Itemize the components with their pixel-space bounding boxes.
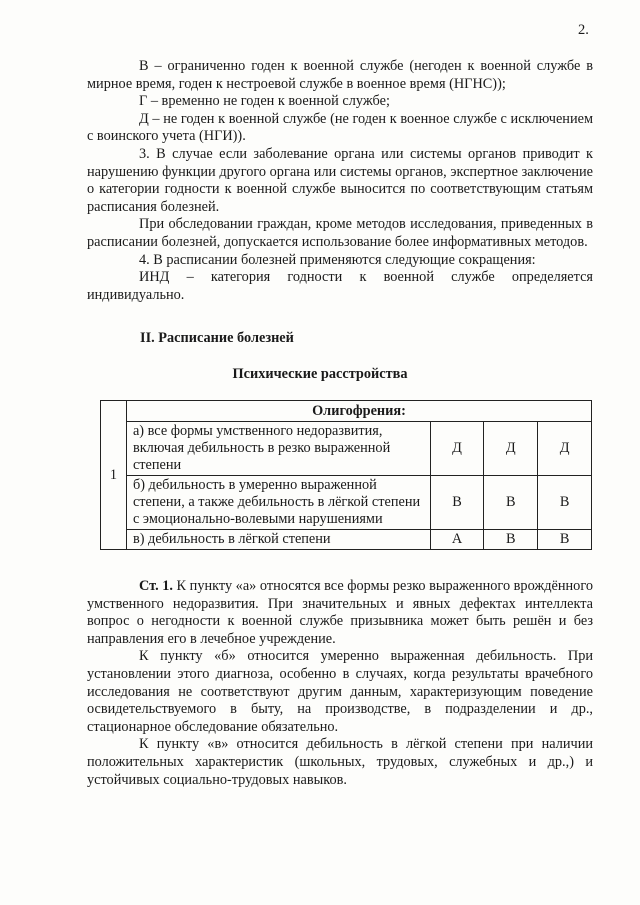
paragraph-text: К пункту «а» относятся все формы резко выраженного врождённого умственного недоразвития. При значительных и явных дефектах интеллекта вопрос о негодности к военной службе призывника может быть решён и без направления его в лечебное учреждение.	[87, 578, 593, 647]
table-title: Психические расстройства	[232, 366, 408, 382]
disease-schedule-table	[100, 400, 592, 550]
paragraph: ИНД – категория годности к военной службе определяется индивидуально.	[87, 269, 593, 303]
category-cell: В	[484, 530, 538, 550]
category-cell: В	[430, 476, 484, 530]
paragraph: К пункту «б» относится умеренно выраженная дебильность. При установлении этого диагноза, особенно в случаях, когда результаты врачебного исследования не соответствуют другим данным, характеризующим поведение освидетельствуемого в быту, на производстве, в подразделении и др., стационарное обследование обязательно.	[87, 648, 593, 735]
upper-text-block	[87, 58, 593, 304]
paragraph: К пункту «в» относится дебильность в лёгкой степени при наличии положительных характеристик (школьных, трудовых, служебных и др.,) и устойчивых социально-трудовых навыков.	[87, 736, 593, 788]
category-cell: В	[484, 476, 538, 530]
category-cell: Д	[484, 422, 538, 476]
paragraph	[87, 578, 593, 648]
description-cell: а) все формы умственного недоразвития, включая дебильность в резко выраженной степени	[126, 422, 430, 476]
table-row	[101, 422, 592, 476]
paragraph: 3. В случае если заболевание органа или системы органов приводит к нарушению функции другого органа или системы органов, экспертное заключение о категории годности к военной службе выносится по соответствующим статьям расписания болезней.	[87, 145, 593, 215]
paragraph: 4. В расписании болезней применяются следующие сокращения:	[139, 251, 536, 268]
lower-text-block	[87, 578, 593, 789]
table-row	[101, 530, 592, 550]
paragraph: Г – временно не годен к военной службе;	[139, 93, 390, 110]
description-cell: в) дебильность в лёгкой степени	[126, 530, 430, 550]
paragraph: При обследовании граждан, кроме методов исследования, приведенных в расписании болезней, допускается использование более информативных методов.	[87, 216, 593, 250]
category-cell: Д	[430, 422, 484, 476]
category-cell: Д	[538, 422, 592, 476]
category-cell: А	[430, 530, 484, 550]
page-number: 2.	[578, 22, 589, 38]
table-row	[101, 401, 592, 422]
table-row	[101, 476, 592, 530]
description-cell: б) дебильность в умеренно выраженной степени, а также дебильность в лёгкой степени с эмоционально-волевыми нарушениями	[126, 476, 430, 530]
paragraph: В – ограниченно годен к военной службе (негоден к военной службе в мирное время, годен к нестроевой службе в военное время (НГНС));	[87, 58, 593, 92]
paragraph: Д – не годен к военной службе (не годен к военное службе с исключением с воинского учета (НГИ)).	[87, 110, 593, 145]
section-heading: II. Расписание болезней	[140, 330, 294, 346]
article-number-cell: 1	[101, 401, 127, 550]
group-title-cell: Олигофрения:	[126, 401, 591, 422]
article-lead: Ст. 1.	[139, 578, 173, 594]
category-cell: В	[538, 476, 592, 530]
category-cell: В	[538, 530, 592, 550]
